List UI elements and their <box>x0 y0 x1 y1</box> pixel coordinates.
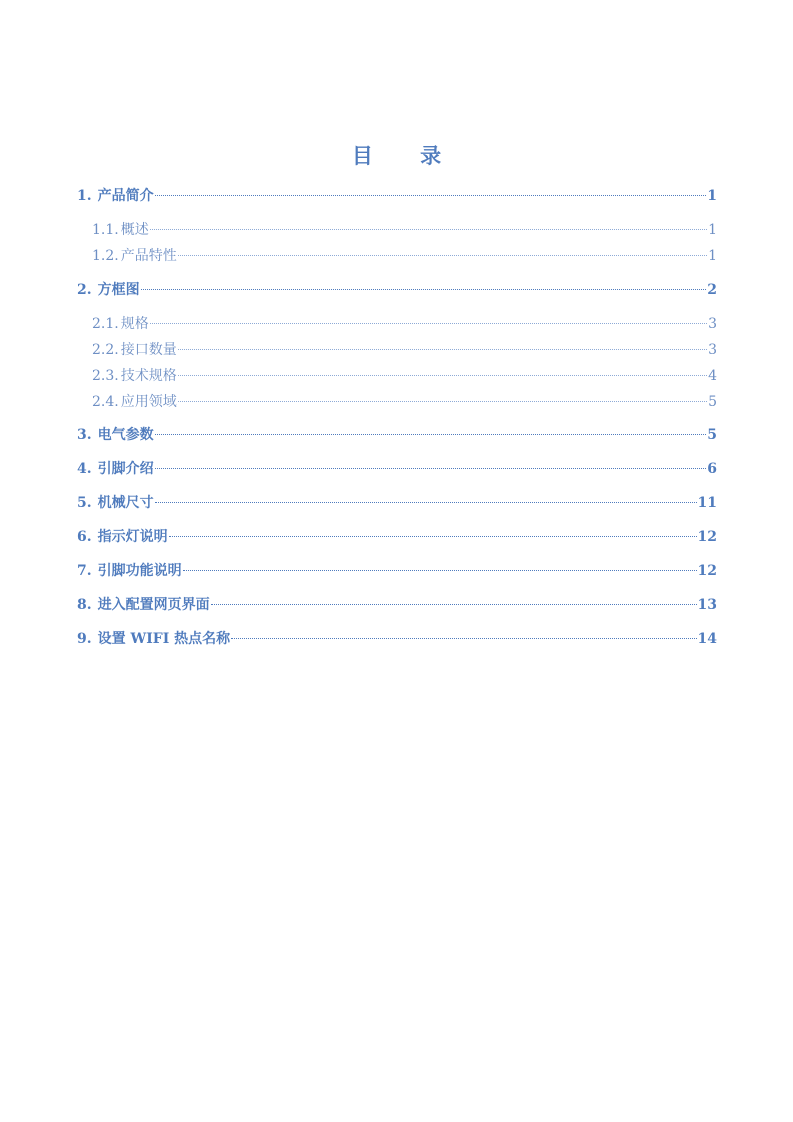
toc-entry-page: 3 <box>708 342 717 358</box>
toc-entry-text: 规格 <box>120 316 149 332</box>
toc-entry-page: 2 <box>707 282 717 298</box>
toc-entry-page: 14 <box>697 631 717 647</box>
toc-dot-leader <box>231 638 696 639</box>
toc-entry-2[interactable] <box>77 280 717 300</box>
toc-entry-7[interactable] <box>77 561 717 581</box>
toc-entry-text: 引脚功能说明 <box>97 563 182 579</box>
toc-entry-1-2[interactable] <box>92 246 717 266</box>
toc-dot-leader <box>178 401 707 402</box>
toc-entry-number: 1.1. <box>92 222 119 238</box>
toc-entry-text: 产品特性 <box>120 248 177 264</box>
toc-entry-5[interactable] <box>77 493 717 513</box>
toc-entry-number: 2.3. <box>92 368 119 384</box>
toc-entry-text: 机械尺寸 <box>97 495 154 511</box>
toc-dot-leader <box>169 536 697 537</box>
toc-entry-2-4[interactable] <box>92 392 717 412</box>
toc-entry-text: 接口数量 <box>120 342 177 358</box>
toc-entry-text: 方框图 <box>97 282 140 298</box>
toc-dot-leader <box>178 375 707 376</box>
toc-entry-9[interactable] <box>77 629 717 649</box>
toc-entry-1-1[interactable] <box>92 220 717 240</box>
toc-entry-page: 12 <box>697 529 717 545</box>
toc-entry-2-1[interactable] <box>92 314 717 334</box>
toc-entry-page: 1 <box>707 188 717 204</box>
toc-entry-1[interactable] <box>77 186 717 206</box>
toc-entry-2-3[interactable] <box>92 366 717 386</box>
toc-entry-3[interactable] <box>77 425 717 445</box>
toc-entry-number: 4. <box>77 461 92 477</box>
toc-entry-page: 12 <box>697 563 717 579</box>
toc-dot-leader <box>183 570 697 571</box>
toc-entry-number: 2. <box>77 282 92 298</box>
toc-dot-leader <box>155 468 707 469</box>
toc-entry-text: 技术规格 <box>120 368 177 384</box>
toc-entry-6[interactable] <box>77 527 717 547</box>
toc-entry-page: 1 <box>708 248 717 264</box>
toc-entry-page: 11 <box>697 495 717 511</box>
toc-entry-text: 设置 WIFI 热点名称 <box>97 631 231 647</box>
toc-entry-4[interactable] <box>77 459 717 479</box>
toc-entry-number: 3. <box>77 427 92 443</box>
toc-entry-8[interactable] <box>77 595 717 615</box>
toc-entry-number: 6. <box>77 529 92 545</box>
toc-dot-leader <box>155 502 697 503</box>
toc-entry-page: 1 <box>708 222 717 238</box>
toc-entry-number: 2.2. <box>92 342 119 358</box>
toc-dot-leader <box>141 289 707 290</box>
toc-dot-leader <box>178 349 707 350</box>
toc-entry-page: 5 <box>708 394 717 410</box>
toc-entry-page: 5 <box>707 427 717 443</box>
toc-entry-number: 8. <box>77 597 92 613</box>
toc-entry-2-2[interactable] <box>92 340 717 360</box>
toc-entry-number: 2.1. <box>92 316 119 332</box>
toc-entry-page: 6 <box>707 461 717 477</box>
toc-dot-leader <box>178 255 707 256</box>
toc-entry-text: 应用领域 <box>120 394 177 410</box>
toc-entry-number: 2.4. <box>92 394 119 410</box>
toc-dot-leader <box>211 604 697 605</box>
toc-dot-leader <box>155 434 707 435</box>
toc-entry-text: 引脚介绍 <box>97 461 154 477</box>
toc-dot-leader <box>150 323 707 324</box>
toc-entry-number: 1. <box>77 188 92 204</box>
toc-entry-text: 进入配置网页界面 <box>97 597 210 613</box>
toc-entry-number: 5. <box>77 495 92 511</box>
toc-entry-page: 3 <box>708 316 717 332</box>
toc-dot-leader <box>155 195 707 196</box>
toc-entry-number: 9. <box>77 631 92 647</box>
toc-entry-text: 产品简介 <box>97 188 154 204</box>
toc-entry-number: 7. <box>77 563 92 579</box>
toc-entry-page: 4 <box>708 368 717 384</box>
toc-entry-page: 13 <box>697 597 717 613</box>
toc-dot-leader <box>150 229 707 230</box>
toc-entry-text: 概述 <box>120 222 149 238</box>
toc-entry-text: 指示灯说明 <box>97 529 168 545</box>
toc-entry-number: 1.2. <box>92 248 119 264</box>
toc-entry-text: 电气参数 <box>97 427 154 443</box>
toc-title: 目 录 <box>351 143 462 168</box>
